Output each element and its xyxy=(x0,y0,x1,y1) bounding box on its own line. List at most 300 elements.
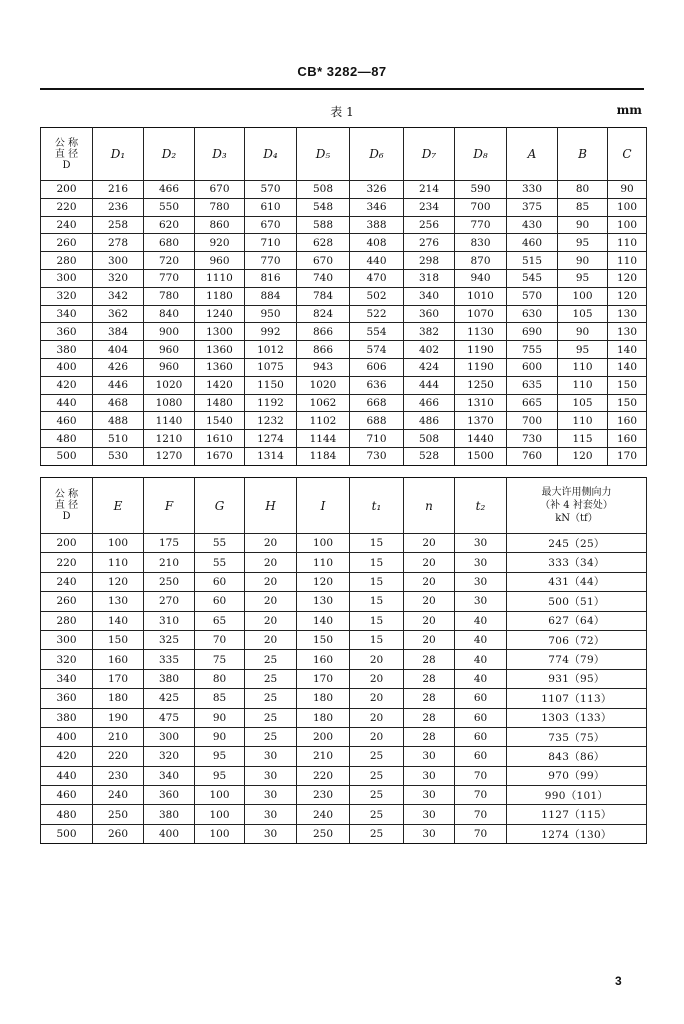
table-cell: 40 xyxy=(455,650,507,669)
table-cell: 15 xyxy=(350,534,404,553)
table-cell: 115 xyxy=(558,430,608,448)
table-cell: 95 xyxy=(195,766,245,785)
table-cell: 382 xyxy=(404,323,455,341)
table-cell: 1420 xyxy=(195,376,245,394)
table-cell: 690 xyxy=(507,323,558,341)
table2-body xyxy=(41,534,647,844)
table-row xyxy=(41,534,647,553)
table-cell: 70 xyxy=(455,805,507,824)
table-cell: 40 xyxy=(455,611,507,630)
table-cell: 20 xyxy=(245,534,297,553)
table-cell: 15 xyxy=(350,553,404,572)
table-cell: 110 xyxy=(297,553,350,572)
table-cell: 30 xyxy=(404,747,455,766)
dimensions-table-2 xyxy=(40,477,647,844)
table-cell: 160 xyxy=(93,650,144,669)
table-cell: 20 xyxy=(245,592,297,611)
table-cell: 28 xyxy=(404,727,455,746)
table-cell: 508 xyxy=(297,181,350,199)
table-cell: 70 xyxy=(455,786,507,805)
table-cell: 1020 xyxy=(144,376,195,394)
nominal-diameter-cell: 280 xyxy=(41,252,93,270)
table-cell: 570 xyxy=(245,181,297,199)
nominal-diameter-cell: 200 xyxy=(41,534,93,553)
table-cell: 130 xyxy=(608,323,647,341)
table-cell: 90 xyxy=(608,181,647,199)
table-row xyxy=(41,553,647,572)
table-cell: 210 xyxy=(144,553,195,572)
table-cell: 784 xyxy=(297,287,350,305)
table-caption xyxy=(40,103,644,123)
force-cell: 333（34） xyxy=(507,553,647,572)
table-row xyxy=(41,766,647,785)
table-cell: 1314 xyxy=(245,447,297,465)
table-cell: 860 xyxy=(195,216,245,234)
table-cell: 446 xyxy=(93,376,144,394)
table-cell: 30 xyxy=(404,766,455,785)
table-cell: 950 xyxy=(245,305,297,323)
nominal-diameter-header: 公 称 直 径 D xyxy=(41,128,93,181)
table-cell: 335 xyxy=(144,650,195,669)
force-cell: 431（44） xyxy=(507,572,647,591)
table-row xyxy=(41,234,647,252)
table-cell: 770 xyxy=(245,252,297,270)
table-cell: 110 xyxy=(558,358,608,376)
nominal-diameter-cell: 360 xyxy=(41,689,93,708)
table-row xyxy=(41,747,647,766)
nominal-diameter-header: 公 称 直 径 D xyxy=(41,478,93,534)
table-cell: 20 xyxy=(404,630,455,649)
table-cell: 30 xyxy=(245,747,297,766)
table-cell: 170 xyxy=(608,447,647,465)
table-cell: 342 xyxy=(93,287,144,305)
table-cell: 100 xyxy=(93,534,144,553)
table-cell: 740 xyxy=(297,269,350,287)
nominal-diameter-cell: 420 xyxy=(41,376,93,394)
table-cell: 870 xyxy=(455,252,507,270)
table-row xyxy=(41,708,647,727)
table-cell: 1144 xyxy=(297,430,350,448)
table-cell: 120 xyxy=(608,269,647,287)
table-row xyxy=(41,650,647,669)
table-cell: 30 xyxy=(455,572,507,591)
table-cell: 220 xyxy=(93,747,144,766)
nominal-diameter-cell: 340 xyxy=(41,305,93,323)
table-cell: 1020 xyxy=(297,376,350,394)
table-cell: 380 xyxy=(144,805,195,824)
table-cell: 30 xyxy=(455,592,507,611)
table-cell: 25 xyxy=(350,786,404,805)
table-cell: 1062 xyxy=(297,394,350,412)
table-cell: 548 xyxy=(297,198,350,216)
table-cell: 670 xyxy=(245,216,297,234)
table-cell: 1540 xyxy=(195,412,245,430)
table-cell: 1500 xyxy=(455,447,507,465)
table-cell: 234 xyxy=(404,198,455,216)
table-cell: 250 xyxy=(297,824,350,843)
table-cell: 298 xyxy=(404,252,455,270)
table-cell: 380 xyxy=(144,669,195,688)
column-header: D₇ xyxy=(404,128,455,181)
column-header: n xyxy=(404,478,455,534)
nominal-diameter-cell: 440 xyxy=(41,766,93,785)
table-cell: 1360 xyxy=(195,341,245,359)
table-cell: 90 xyxy=(558,216,608,234)
column-header: F xyxy=(144,478,195,534)
table-cell: 100 xyxy=(297,534,350,553)
table-cell: 300 xyxy=(144,727,195,746)
table-cell: 444 xyxy=(404,376,455,394)
table-cell: 140 xyxy=(608,358,647,376)
table-cell: 470 xyxy=(350,269,404,287)
table-cell: 710 xyxy=(350,430,404,448)
table-row xyxy=(41,394,647,412)
table-cell: 466 xyxy=(404,394,455,412)
table-cell: 100 xyxy=(558,287,608,305)
table-cell: 375 xyxy=(507,198,558,216)
nominal-diameter-cell: 340 xyxy=(41,669,93,688)
table-cell: 15 xyxy=(350,572,404,591)
table-row xyxy=(41,198,647,216)
table-cell: 384 xyxy=(93,323,144,341)
table-cell: 28 xyxy=(404,708,455,727)
force-cell: 500（51） xyxy=(507,592,647,611)
nominal-diameter-cell: 500 xyxy=(41,824,93,843)
force-cell: 245（25） xyxy=(507,534,647,553)
table-row xyxy=(41,323,647,341)
nominal-diameter-cell: 240 xyxy=(41,572,93,591)
table-cell: 170 xyxy=(297,669,350,688)
table-cell: 105 xyxy=(558,305,608,323)
table-cell: 528 xyxy=(404,447,455,465)
table-cell: 120 xyxy=(93,572,144,591)
table-cell: 346 xyxy=(350,198,404,216)
table-cell: 30 xyxy=(455,534,507,553)
max-lateral-force-header: 最大许用侧向力 （补 4 衬套处） kN（tf） xyxy=(507,478,647,534)
table-cell: 270 xyxy=(144,592,195,611)
table-cell: 180 xyxy=(297,689,350,708)
table-cell: 388 xyxy=(350,216,404,234)
force-cell: 1127（115） xyxy=(507,805,647,824)
nominal-diameter-cell: 360 xyxy=(41,323,93,341)
table-cell: 362 xyxy=(93,305,144,323)
table-cell: 160 xyxy=(297,650,350,669)
table-cell: 780 xyxy=(195,198,245,216)
table-cell: 170 xyxy=(93,669,144,688)
table-cell: 1190 xyxy=(455,341,507,359)
column-header: E xyxy=(93,478,144,534)
table-cell: 55 xyxy=(195,534,245,553)
table-cell: 360 xyxy=(404,305,455,323)
table-cell: 130 xyxy=(93,592,144,611)
table-cell: 668 xyxy=(350,394,404,412)
table-cell: 488 xyxy=(93,412,144,430)
force-cell: 1303（133） xyxy=(507,708,647,727)
table-cell: 665 xyxy=(507,394,558,412)
table-cell: 28 xyxy=(404,650,455,669)
table-cell: 55 xyxy=(195,553,245,572)
force-cell: 627（64） xyxy=(507,611,647,630)
column-header: D₃ xyxy=(195,128,245,181)
table-cell: 30 xyxy=(245,786,297,805)
table-cell: 610 xyxy=(245,198,297,216)
table-cell: 30 xyxy=(455,553,507,572)
table-cell: 30 xyxy=(404,824,455,843)
table-cell: 20 xyxy=(404,534,455,553)
table-cell: 426 xyxy=(93,358,144,376)
table-cell: 1360 xyxy=(195,358,245,376)
nominal-diameter-cell: 460 xyxy=(41,412,93,430)
table-cell: 65 xyxy=(195,611,245,630)
table-cell: 574 xyxy=(350,341,404,359)
nominal-diameter-cell: 220 xyxy=(41,198,93,216)
table-row xyxy=(41,689,647,708)
table-cell: 960 xyxy=(144,358,195,376)
table-cell: 1610 xyxy=(195,430,245,448)
dimensions-table-1 xyxy=(40,127,647,466)
table-cell: 40 xyxy=(455,630,507,649)
table-cell: 300 xyxy=(93,252,144,270)
table-cell: 1210 xyxy=(144,430,195,448)
table-row xyxy=(41,305,647,323)
table-cell: 320 xyxy=(93,269,144,287)
table-cell: 1274 xyxy=(245,430,297,448)
table-cell: 628 xyxy=(297,234,350,252)
table-cell: 25 xyxy=(350,747,404,766)
table-row xyxy=(41,824,647,843)
table-cell: 25 xyxy=(245,727,297,746)
table1-body xyxy=(41,181,647,466)
table-cell: 635 xyxy=(507,376,558,394)
table-cell: 1180 xyxy=(195,287,245,305)
table-cell: 60 xyxy=(455,689,507,708)
table-cell: 318 xyxy=(404,269,455,287)
table-cell: 1102 xyxy=(297,412,350,430)
table-cell: 85 xyxy=(195,689,245,708)
table-cell: 25 xyxy=(245,689,297,708)
table-cell: 100 xyxy=(195,786,245,805)
table-cell: 150 xyxy=(93,630,144,649)
table-cell: 95 xyxy=(558,341,608,359)
table-row xyxy=(41,805,647,824)
table-cell: 210 xyxy=(93,727,144,746)
table-cell: 230 xyxy=(93,766,144,785)
table-cell: 960 xyxy=(195,252,245,270)
table-cell: 175 xyxy=(144,534,195,553)
nominal-diameter-cell: 380 xyxy=(41,341,93,359)
nominal-diameter-cell: 320 xyxy=(41,287,93,305)
table-cell: 180 xyxy=(93,689,144,708)
table-cell: 1110 xyxy=(195,269,245,287)
table-cell: 680 xyxy=(144,234,195,252)
table-cell: 1150 xyxy=(245,376,297,394)
table-cell: 866 xyxy=(297,341,350,359)
table-cell: 1440 xyxy=(455,430,507,448)
table-cell: 90 xyxy=(195,708,245,727)
table-cell: 600 xyxy=(507,358,558,376)
table-cell: 28 xyxy=(404,669,455,688)
table-cell: 90 xyxy=(558,252,608,270)
nominal-diameter-cell: 380 xyxy=(41,708,93,727)
table-cell: 688 xyxy=(350,412,404,430)
nominal-diameter-cell: 420 xyxy=(41,747,93,766)
table-row xyxy=(41,269,647,287)
table-row xyxy=(41,592,647,611)
table-cell: 402 xyxy=(404,341,455,359)
table-cell: 20 xyxy=(350,669,404,688)
table-cell: 260 xyxy=(93,824,144,843)
table-cell: 25 xyxy=(350,824,404,843)
table-cell: 830 xyxy=(455,234,507,252)
table-cell: 28 xyxy=(404,689,455,708)
table-cell: 1250 xyxy=(455,376,507,394)
table-cell: 502 xyxy=(350,287,404,305)
table-cell: 730 xyxy=(350,447,404,465)
table-cell: 30 xyxy=(245,824,297,843)
table-cell: 278 xyxy=(93,234,144,252)
column-header: D₈ xyxy=(455,128,507,181)
table-cell: 1140 xyxy=(144,412,195,430)
table1-header-row xyxy=(41,128,647,181)
table-cell: 80 xyxy=(558,181,608,199)
table-cell: 1184 xyxy=(297,447,350,465)
table-cell: 1240 xyxy=(195,305,245,323)
table-cell: 130 xyxy=(608,305,647,323)
table-cell: 70 xyxy=(455,766,507,785)
table-cell: 425 xyxy=(144,689,195,708)
table-cell: 340 xyxy=(144,766,195,785)
table-cell: 1480 xyxy=(195,394,245,412)
table-cell: 120 xyxy=(558,447,608,465)
force-cell: 931（95） xyxy=(507,669,647,688)
table-cell: 620 xyxy=(144,216,195,234)
table-cell: 258 xyxy=(93,216,144,234)
table-cell: 60 xyxy=(195,572,245,591)
table-cell: 545 xyxy=(507,269,558,287)
nominal-diameter-cell: 400 xyxy=(41,727,93,746)
column-header: B xyxy=(558,128,608,181)
table-cell: 770 xyxy=(455,216,507,234)
table-cell: 15 xyxy=(350,592,404,611)
table-cell: 408 xyxy=(350,234,404,252)
nominal-diameter-cell: 480 xyxy=(41,430,93,448)
table-cell: 140 xyxy=(297,611,350,630)
column-header: G xyxy=(195,478,245,534)
table-cell: 475 xyxy=(144,708,195,727)
nominal-diameter-cell: 260 xyxy=(41,592,93,611)
table-row xyxy=(41,376,647,394)
table-cell: 40 xyxy=(455,669,507,688)
table-cell: 325 xyxy=(144,630,195,649)
table-cell: 70 xyxy=(195,630,245,649)
table-cell: 1075 xyxy=(245,358,297,376)
nominal-diameter-cell: 220 xyxy=(41,553,93,572)
table-cell: 85 xyxy=(558,198,608,216)
table-cell: 550 xyxy=(144,198,195,216)
table-cell: 1010 xyxy=(455,287,507,305)
nominal-diameter-cell: 500 xyxy=(41,447,93,465)
table-cell: 530 xyxy=(93,447,144,465)
table-row xyxy=(41,216,647,234)
table-cell: 755 xyxy=(507,341,558,359)
table-cell: 250 xyxy=(93,805,144,824)
table2-header-row xyxy=(41,478,647,534)
nominal-diameter-cell: 240 xyxy=(41,216,93,234)
table-cell: 230 xyxy=(297,786,350,805)
table-cell: 700 xyxy=(507,412,558,430)
table-cell: 240 xyxy=(297,805,350,824)
table-row xyxy=(41,727,647,746)
table-cell: 15 xyxy=(350,630,404,649)
table-cell: 20 xyxy=(350,727,404,746)
header-rule xyxy=(40,88,644,90)
table-cell: 710 xyxy=(245,234,297,252)
table-cell: 404 xyxy=(93,341,144,359)
table-cell: 25 xyxy=(245,669,297,688)
table-cell: 256 xyxy=(404,216,455,234)
table-cell: 150 xyxy=(608,394,647,412)
force-cell: 1274（130） xyxy=(507,824,647,843)
force-cell: 735（75） xyxy=(507,727,647,746)
nominal-diameter-cell: 440 xyxy=(41,394,93,412)
table-row xyxy=(41,572,647,591)
table-cell: 30 xyxy=(404,786,455,805)
table-cell: 30 xyxy=(245,805,297,824)
table-cell: 900 xyxy=(144,323,195,341)
table-cell: 1670 xyxy=(195,447,245,465)
force-cell: 843（86） xyxy=(507,747,647,766)
table-cell: 120 xyxy=(608,287,647,305)
unit-label: mm xyxy=(616,103,642,117)
table-cell: 943 xyxy=(297,358,350,376)
table-cell: 20 xyxy=(350,650,404,669)
nominal-diameter-cell: 400 xyxy=(41,358,93,376)
table-cell: 110 xyxy=(608,252,647,270)
table-cell: 105 xyxy=(558,394,608,412)
column-header: t₂ xyxy=(455,478,507,534)
table-cell: 110 xyxy=(608,234,647,252)
table-cell: 130 xyxy=(297,592,350,611)
table-cell: 60 xyxy=(455,708,507,727)
column-header: A xyxy=(507,128,558,181)
table-cell: 100 xyxy=(195,824,245,843)
table-cell: 210 xyxy=(297,747,350,766)
table-cell: 20 xyxy=(245,572,297,591)
table-cell: 15 xyxy=(350,611,404,630)
table-cell: 20 xyxy=(245,553,297,572)
table-cell: 110 xyxy=(558,412,608,430)
table-row xyxy=(41,181,647,199)
table-cell: 20 xyxy=(245,630,297,649)
table-cell: 25 xyxy=(245,650,297,669)
table-cell: 320 xyxy=(144,747,195,766)
table-cell: 460 xyxy=(507,234,558,252)
table-cell: 100 xyxy=(608,216,647,234)
table-row xyxy=(41,430,647,448)
table-cell: 630 xyxy=(507,305,558,323)
table-cell: 326 xyxy=(350,181,404,199)
force-cell: 970（99） xyxy=(507,766,647,785)
table-cell: 60 xyxy=(195,592,245,611)
force-cell: 1107（113） xyxy=(507,689,647,708)
table-cell: 992 xyxy=(245,323,297,341)
table-cell: 590 xyxy=(455,181,507,199)
table-cell: 884 xyxy=(245,287,297,305)
column-header: D₁ xyxy=(93,128,144,181)
column-header: D₄ xyxy=(245,128,297,181)
table-cell: 140 xyxy=(93,611,144,630)
table-cell: 840 xyxy=(144,305,195,323)
